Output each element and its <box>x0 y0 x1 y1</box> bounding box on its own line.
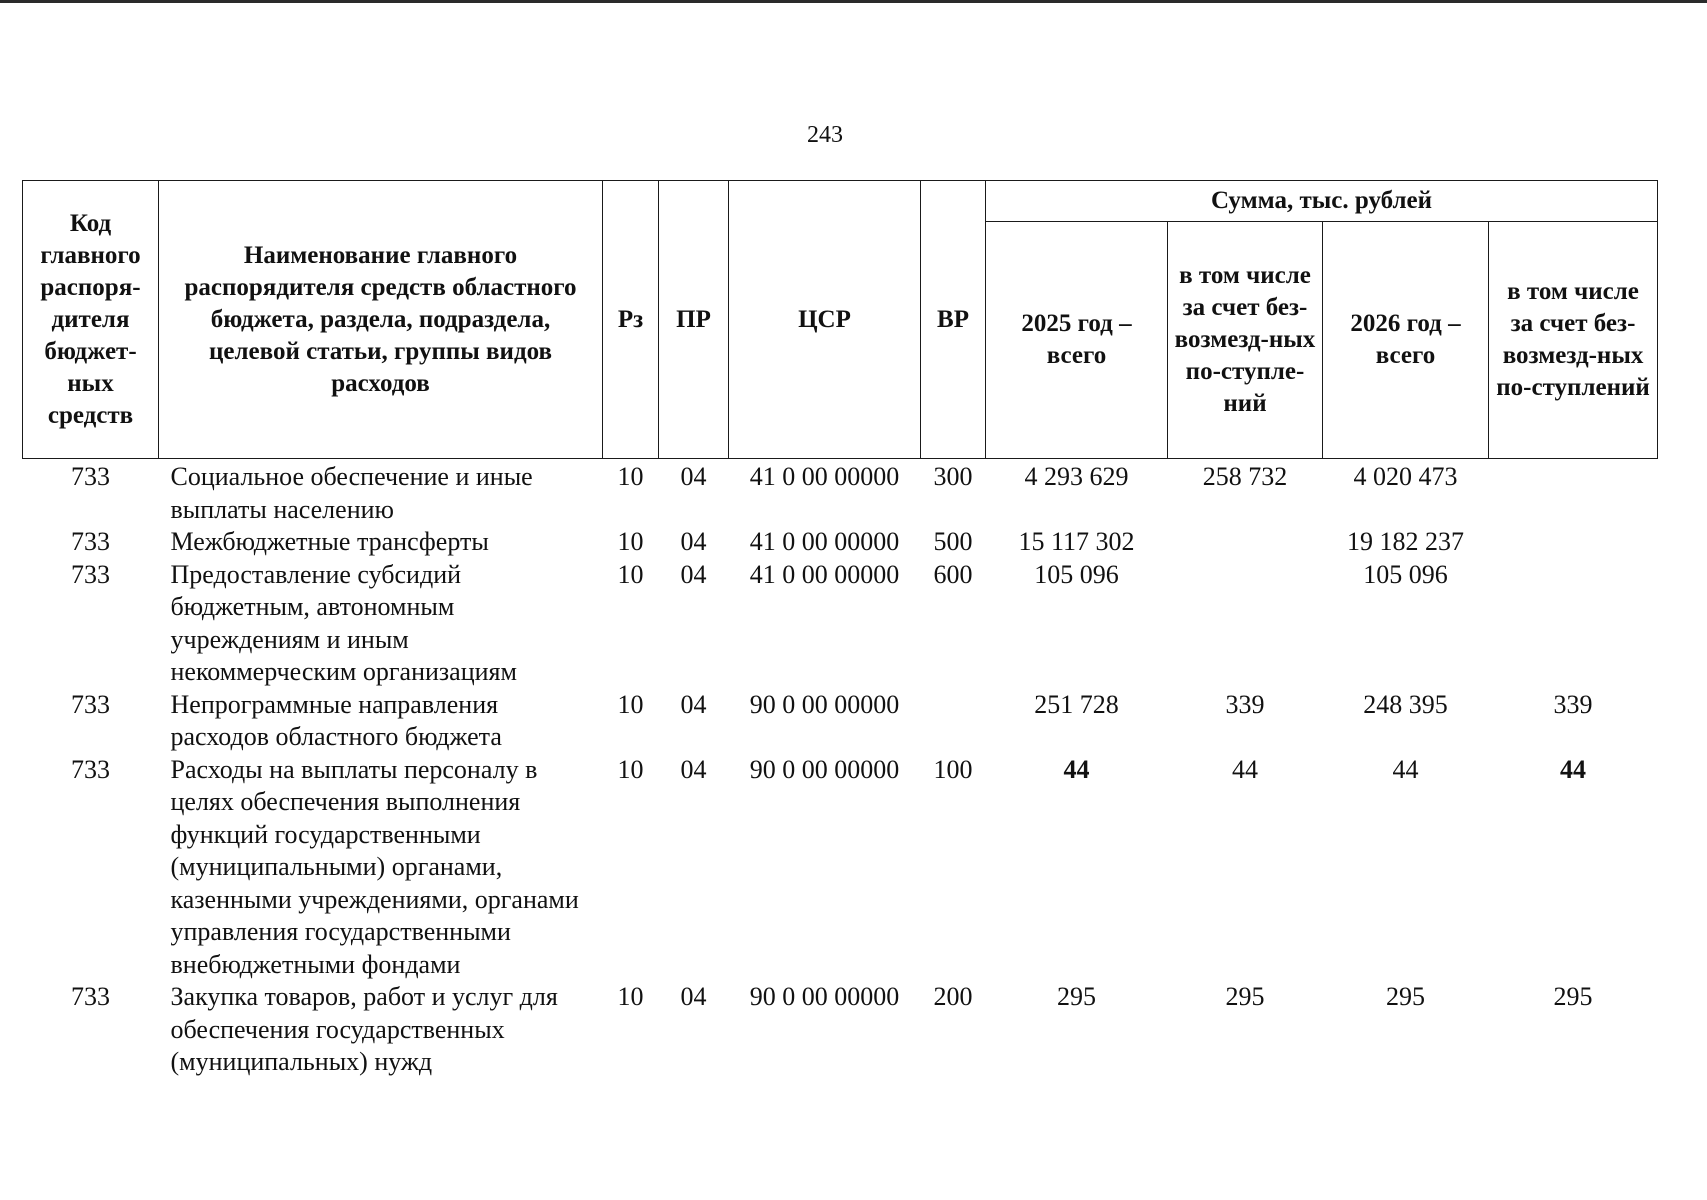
cell-2025-total: 251 728 <box>1034 689 1119 719</box>
cell-2026-total: 4 020 473 <box>1353 462 1458 491</box>
cell-name: Предоставление субсидий бюджетным, автономным учреждениям и иным некоммерческим организациям <box>170 559 517 686</box>
cell-2026-total: 105 096 <box>1363 559 1448 589</box>
header-2026-total: 2026 год – всего <box>1323 222 1489 459</box>
cell-2025-free <box>1168 526 1323 559</box>
cell-code: 733 <box>71 689 110 719</box>
cell-vr: 100 <box>933 754 973 784</box>
cell-2026-total: 44 <box>1392 754 1419 784</box>
cell-code: 733 <box>71 754 110 784</box>
cell-2026-total: 19 182 237 <box>1347 527 1464 556</box>
scan-edge <box>0 0 1707 3</box>
cell-2025-free <box>1168 559 1323 689</box>
cell-rz: 10 <box>617 462 644 491</box>
header-2025-total: 2025 год – всего <box>986 222 1168 459</box>
table-row <box>23 559 1658 689</box>
cell-2026-free: 295 <box>1553 982 1593 1011</box>
cell-2025-total: 4 293 629 <box>1024 462 1129 491</box>
cell-2025-total: 44 <box>1063 754 1090 784</box>
table-body <box>23 459 1658 1079</box>
cell-2025-total: 295 <box>1057 982 1096 1011</box>
cell-2025-free: 258 732 <box>1202 462 1288 491</box>
cell-rz: 10 <box>617 754 644 784</box>
header-rz: Рз <box>603 181 659 459</box>
cell-csr: 90 0 00 00000 <box>749 982 900 1011</box>
header-2026-free: в том числе за счет без-возмезд-ных по-ступлений <box>1489 222 1658 459</box>
cell-name: Закупка товаров, работ и услуг для обеспечения государственных (муниципальных) нужд <box>170 982 558 1076</box>
header-2025-free: в том числе за счет без-возмезд-ных по-ступле-ний <box>1168 222 1323 459</box>
cell-csr: 41 0 00 00000 <box>749 559 900 589</box>
header-name: Наименование главного распорядителя средств областного бюджета, раздела, подраздела, целевой статьи, группы видов расходов <box>159 181 603 459</box>
cell-2026-total: 295 <box>1386 982 1425 1011</box>
cell-rz: 10 <box>617 527 644 556</box>
cell-vr: 200 <box>933 982 973 1011</box>
cell-pr: 04 <box>680 527 707 556</box>
cell-2026-free: 339 <box>1553 689 1593 719</box>
cell-pr: 04 <box>680 689 707 719</box>
cell-2026-free <box>1489 526 1658 559</box>
cell-code: 733 <box>71 559 110 589</box>
cell-csr: 90 0 00 00000 <box>749 754 900 784</box>
table-row <box>23 526 1658 559</box>
header-csr: ЦСР <box>729 181 921 459</box>
cell-2026-total: 248 395 <box>1363 689 1448 719</box>
cell-2025-total: 105 096 <box>1034 559 1119 589</box>
cell-2025-free: 295 <box>1225 982 1265 1011</box>
cell-code: 733 <box>71 982 110 1011</box>
cell-name: Непрограммные направления расходов областного бюджета <box>170 689 502 751</box>
cell-rz: 10 <box>617 559 644 589</box>
cell-pr: 04 <box>680 754 707 784</box>
page-number: 243 <box>807 122 843 148</box>
cell-vr: 300 <box>933 462 973 491</box>
cell-vr <box>921 689 986 754</box>
cell-csr: 41 0 00 00000 <box>749 527 900 556</box>
cell-vr: 500 <box>933 527 973 556</box>
cell-rz: 10 <box>617 982 644 1011</box>
cell-code: 733 <box>71 462 110 491</box>
cell-2025-free: 44 <box>1232 754 1258 784</box>
budget-table <box>22 180 1658 1079</box>
table-header <box>23 181 1658 459</box>
cell-name: Социальное обеспечение и иные выплаты населению <box>170 462 533 524</box>
table-row <box>23 981 1658 1079</box>
cell-name: Межбюджетные трансферты <box>170 527 489 556</box>
cell-2026-free <box>1489 459 1658 527</box>
cell-2025-free: 339 <box>1225 689 1265 719</box>
cell-vr: 600 <box>933 559 973 589</box>
table-row <box>23 459 1658 527</box>
cell-pr: 04 <box>680 982 707 1011</box>
cell-pr: 04 <box>680 462 707 491</box>
cell-2026-free: 44 <box>1560 754 1587 784</box>
header-pr: ПР <box>659 181 729 459</box>
table-row <box>23 689 1658 754</box>
cell-2025-total: 15 117 302 <box>1018 527 1135 556</box>
cell-pr: 04 <box>680 559 707 589</box>
cell-2026-free <box>1489 559 1658 689</box>
header-code: Код главного распоря-дителя бюджет-ных средств <box>23 181 159 459</box>
cell-csr: 90 0 00 00000 <box>749 689 900 719</box>
header-sum-group: Сумма, тыс. рублей <box>986 181 1658 222</box>
cell-csr: 41 0 00 00000 <box>749 462 900 491</box>
cell-code: 733 <box>71 527 110 556</box>
header-vr: ВР <box>921 181 986 459</box>
cell-rz: 10 <box>617 689 644 719</box>
cell-name: Расходы на выплаты персоналу в целях обеспечения выполнения функций государственными (муниципальными) органами, казенными учреждениями, органами управления государственными внебюджетными фондами <box>170 754 579 979</box>
table-row <box>23 754 1658 982</box>
